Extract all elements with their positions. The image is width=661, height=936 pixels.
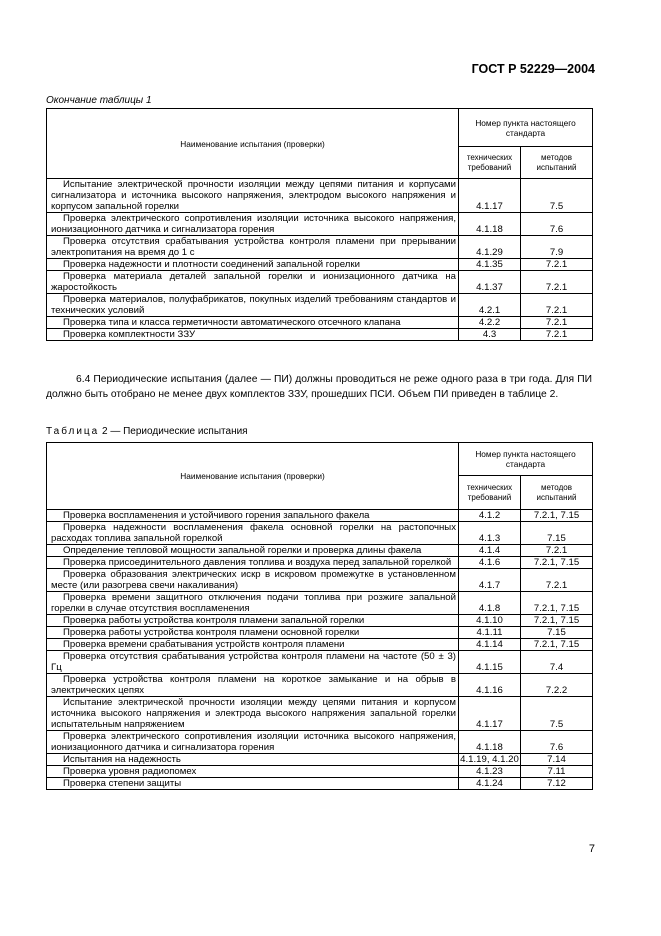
method-clause: 7.2.1 bbox=[521, 271, 593, 294]
test-name-cell bbox=[47, 271, 459, 294]
test-name: Проверка отсутствия срабатывания устройства контроля пламени при прерывании электропитания на время до 1 с bbox=[51, 236, 456, 258]
method-clause: 7.2.1 bbox=[521, 329, 593, 341]
table-row bbox=[47, 236, 593, 259]
requirement-clause: 4.1.18 bbox=[459, 731, 521, 754]
table1-body bbox=[47, 179, 593, 341]
paragraph-text: 6.4 Периодические испытания (далее — ПИ) должны проводиться не реже одного раза в три года. Для ПИ должно быть отобрано не менее двух комплектов ЗЗУ, прошедших ПСИ. Объем ПИ приведен в таблице 2. bbox=[46, 374, 592, 400]
requirement-clause: 4.3 bbox=[459, 329, 521, 341]
method-clause: 7.2.1, 7.15 bbox=[521, 510, 593, 522]
method-clause: 7.2.1, 7.15 bbox=[521, 639, 593, 651]
table-row bbox=[47, 329, 593, 341]
test-name: Проверка материала деталей запальной горелки и ионизационного датчика на жаростойкость bbox=[51, 271, 456, 293]
method-clause: 7.5 bbox=[521, 697, 593, 731]
test-name-cell bbox=[47, 766, 459, 778]
test-name: Проверка работы устройства контроля пламени основной горелки bbox=[63, 627, 360, 638]
table1-caption: Окончание таблицы 1 bbox=[46, 95, 152, 106]
method-clause: 7.15 bbox=[521, 522, 593, 545]
page-number: 7 bbox=[588, 843, 595, 855]
paragraph-6-4 bbox=[46, 372, 592, 402]
test-name-cell bbox=[47, 510, 459, 522]
test-name-cell bbox=[47, 294, 459, 317]
test-name: Проверка комплектности ЗЗУ bbox=[63, 329, 196, 340]
requirement-clause: 4.1.17 bbox=[459, 697, 521, 731]
table-row bbox=[47, 674, 593, 697]
test-name-cell bbox=[47, 754, 459, 766]
requirement-clause: 4.1.8 bbox=[459, 592, 521, 615]
table1-col-name-header: Наименование испытания (проверки) bbox=[47, 109, 459, 179]
test-name: Испытание электрической прочности изоляции между цепями питания и корпусом источника высокого напряжения и электрода высокого напряжения запальной горелки испытательным напряжением bbox=[51, 697, 456, 730]
method-clause: 7.2.1 bbox=[521, 569, 593, 592]
test-name-cell bbox=[47, 778, 459, 790]
requirement-clause: 4.1.11 bbox=[459, 627, 521, 639]
requirement-clause: 4.1.7 bbox=[459, 569, 521, 592]
requirement-clause: 4.1.29 bbox=[459, 236, 521, 259]
test-name: Проверка устройства контроля пламени на короткое замыкание и на обрыв в электрических цепях bbox=[51, 674, 456, 696]
method-clause: 7.11 bbox=[521, 766, 593, 778]
requirement-clause: 4.1.15 bbox=[459, 651, 521, 674]
test-name-cell bbox=[47, 697, 459, 731]
table-row bbox=[47, 259, 593, 271]
table-row bbox=[47, 179, 593, 213]
method-clause: 7.2.1 bbox=[521, 294, 593, 317]
test-name: Проверка электрического сопротивления изоляции источника высокого напряжения, ионизационного датчика и сигнализатора горения bbox=[51, 731, 456, 753]
table1-col-method-header: методов испытаний bbox=[521, 147, 593, 179]
table-row bbox=[47, 651, 593, 674]
test-name: Проверка отсутствия срабатывания устройства контроля пламени на частоте (50 ± 3) Гц bbox=[51, 651, 456, 673]
test-name-cell bbox=[47, 545, 459, 557]
test-name-cell bbox=[47, 569, 459, 592]
test-name: Проверка времени срабатывания устройств контроля пламени bbox=[63, 639, 345, 650]
table2-col-group-header: Номер пункта настоящего стандарта bbox=[459, 443, 593, 476]
table-row bbox=[47, 510, 593, 522]
test-name: Проверка воспламенения и устойчивого горения запального факела bbox=[63, 510, 370, 521]
test-name-cell bbox=[47, 731, 459, 754]
requirement-clause: 4.1.35 bbox=[459, 259, 521, 271]
table-row bbox=[47, 294, 593, 317]
table2-caption-prefix: Таблица bbox=[46, 426, 100, 437]
table2-col-req-header: технических требований bbox=[459, 476, 521, 510]
table2-col-method-header: методов испытаний bbox=[521, 476, 593, 510]
table-row bbox=[47, 522, 593, 545]
method-clause: 7.2.1 bbox=[521, 259, 593, 271]
requirement-clause: 4.1.10 bbox=[459, 615, 521, 627]
table-row bbox=[47, 754, 593, 766]
test-name: Проверка уровня радиопомех bbox=[63, 766, 197, 777]
test-name: Проверка типа и класса герметичности автоматического отсечного клапана bbox=[63, 317, 401, 328]
table-row bbox=[47, 317, 593, 329]
method-clause: 7.4 bbox=[521, 651, 593, 674]
method-clause: 7.5 bbox=[521, 179, 593, 213]
requirement-clause: 4.1.6 bbox=[459, 557, 521, 569]
table-row bbox=[47, 557, 593, 569]
table2 bbox=[46, 442, 593, 790]
method-clause: 7.2.1 bbox=[521, 317, 593, 329]
table-row bbox=[47, 697, 593, 731]
method-clause: 7.9 bbox=[521, 236, 593, 259]
test-name-cell bbox=[47, 592, 459, 615]
test-name: Проверка надежности и плотности соединений запальной горелки bbox=[63, 259, 360, 270]
requirement-clause: 4.1.18 bbox=[459, 213, 521, 236]
test-name-cell bbox=[47, 627, 459, 639]
method-clause: 7.2.1, 7.15 bbox=[521, 557, 593, 569]
requirement-clause: 4.1.2 bbox=[459, 510, 521, 522]
method-clause: 7.12 bbox=[521, 778, 593, 790]
requirement-clause: 4.1.16 bbox=[459, 674, 521, 697]
table-row bbox=[47, 545, 593, 557]
test-name: Определение тепловой мощности запальной горелки и проверка длины факела bbox=[63, 545, 422, 556]
test-name-cell bbox=[47, 557, 459, 569]
table-row bbox=[47, 615, 593, 627]
test-name: Проверка материалов, полуфабрикатов, покупных изделий требованиям стандартов и технических условий bbox=[51, 294, 456, 316]
table2-body bbox=[47, 510, 593, 790]
requirement-clause: 4.1.4 bbox=[459, 545, 521, 557]
test-name-cell bbox=[47, 639, 459, 651]
table-row bbox=[47, 731, 593, 754]
test-name: Проверка надежности воспламенения факела основной горелки на растопочных расходах топлива запальной горелкой bbox=[51, 522, 456, 544]
standard-header: ГОСТ Р 52229—2004 bbox=[471, 62, 595, 76]
test-name-cell bbox=[47, 213, 459, 236]
requirement-clause: 4.2.1 bbox=[459, 294, 521, 317]
test-name-cell bbox=[47, 259, 459, 271]
requirement-clause: 4.1.17 bbox=[459, 179, 521, 213]
table-row bbox=[47, 213, 593, 236]
requirement-clause: 4.1.23 bbox=[459, 766, 521, 778]
method-clause: 7.2.2 bbox=[521, 674, 593, 697]
table-row bbox=[47, 271, 593, 294]
test-name: Проверка электрического сопротивления изоляции источника высокого напряжения, ионизационного датчика и сигнализатора горения bbox=[51, 213, 456, 235]
table1-col-req-header: технических требований bbox=[459, 147, 521, 179]
table1-col-group-header: Номер пункта настоящего стандарта bbox=[459, 109, 593, 147]
table-row bbox=[47, 639, 593, 651]
test-name: Проверка степени защиты bbox=[63, 778, 182, 789]
table-row bbox=[47, 627, 593, 639]
requirement-clause: 4.1.14 bbox=[459, 639, 521, 651]
method-clause: 7.6 bbox=[521, 213, 593, 236]
table-row bbox=[47, 766, 593, 778]
table2-col-name-header: Наименование испытания (проверки) bbox=[47, 443, 459, 510]
test-name-cell bbox=[47, 651, 459, 674]
method-clause: 7.14 bbox=[521, 754, 593, 766]
table-row bbox=[47, 778, 593, 790]
test-name: Проверка работы устройства контроля пламени запальной горелки bbox=[63, 615, 365, 626]
table1 bbox=[46, 108, 593, 341]
test-name: Проверка образования электрических искр в искровом промежутке в установленном месте (или разогрева свечи накаливания) bbox=[51, 569, 456, 591]
method-clause: 7.2.1 bbox=[521, 545, 593, 557]
test-name-cell bbox=[47, 615, 459, 627]
test-name-cell bbox=[47, 317, 459, 329]
requirement-clause: 4.1.37 bbox=[459, 271, 521, 294]
test-name-cell bbox=[47, 236, 459, 259]
requirement-clause: 4.1.24 bbox=[459, 778, 521, 790]
method-clause: 7.6 bbox=[521, 731, 593, 754]
test-name: Проверка присоединительного давления топлива и воздуха перед запальной горелкой bbox=[63, 557, 452, 568]
test-name-cell bbox=[47, 522, 459, 545]
method-clause: 7.15 bbox=[521, 627, 593, 639]
table2-caption bbox=[46, 426, 248, 437]
method-clause: 7.2.1, 7.15 bbox=[521, 615, 593, 627]
table2-caption-title: 2 — Периодические испытания bbox=[99, 426, 248, 437]
test-name-cell bbox=[47, 329, 459, 341]
test-name: Проверка времени защитного отключения подачи топлива при розжиге запальной горелки в случае отсутствия воспламенения bbox=[51, 592, 456, 614]
requirement-clause: 4.1.3 bbox=[459, 522, 521, 545]
method-clause: 7.2.1, 7.15 bbox=[521, 592, 593, 615]
table-row bbox=[47, 592, 593, 615]
test-name: Испытания на надежность bbox=[63, 754, 181, 765]
test-name: Испытание электрической прочности изоляции между цепями питания и корпусами сигнализатора и источника высокого напряжения, электродом высокого напряжения и корпусом запальной горелки bbox=[51, 179, 456, 212]
table-row bbox=[47, 569, 593, 592]
test-name-cell bbox=[47, 179, 459, 213]
requirement-clause: 4.2.2 bbox=[459, 317, 521, 329]
test-name-cell bbox=[47, 674, 459, 697]
requirement-clause: 4.1.19, 4.1.20 bbox=[460, 754, 519, 765]
